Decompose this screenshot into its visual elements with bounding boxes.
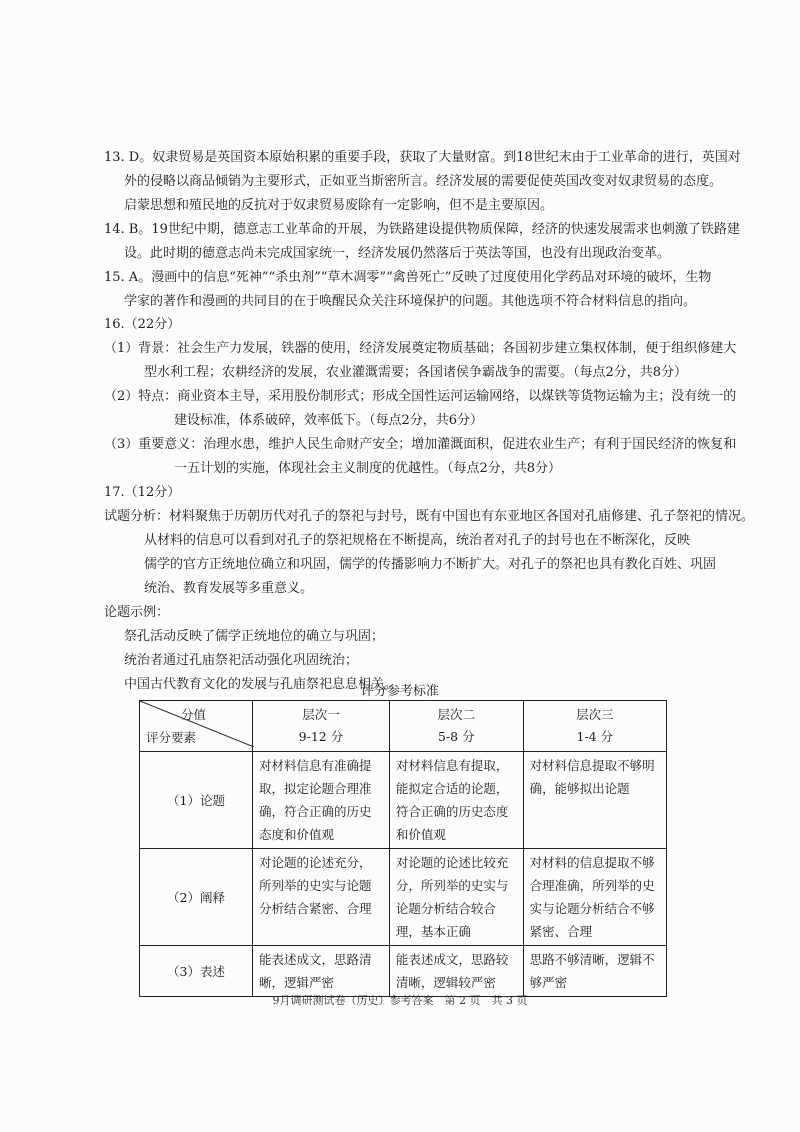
answer-16-title-text: 16.（22分） (104, 317, 181, 332)
answer-16-1 (104, 337, 736, 385)
table-cell: 能表述成文，思路较清晰，逻辑较严密 (389, 946, 523, 997)
answer-17-analysis (104, 505, 754, 601)
answer-16-2-line: （2）特点：商业资本主导，采用股份制形式；形成全国性运河运输网络，以煤铁等货物运输为主；没有统一的 (104, 389, 737, 404)
answer-14-line: 设。此时期的德意志尚未完成国家统一，经济发展仍然落后于英法等国，也没有出现政治变革。 (124, 246, 671, 261)
table-row (140, 946, 667, 997)
answer-13 (104, 146, 741, 218)
example-item: 中国古代教育文化的发展与孔庙祭祀息息相关。 (124, 677, 398, 692)
table-cell: 思路不够清晰，逻辑不够严密 (523, 946, 666, 997)
corner-cell (140, 701, 253, 752)
level-header (389, 701, 523, 752)
answer-15-line: 学家的著作和漫画的共同目的在于唤醒民众关注环境保护的问题。其他选项不符合材料信息的指向。 (124, 294, 697, 309)
level-score: 9-12 分 (298, 729, 344, 744)
answer-16-2-line: 建设标准，体系破碎，效率低下。（每点2分，共6分） (174, 413, 484, 428)
answer-14-line: 14. B。19世纪中期，德意志工业革命的开展，为铁路建设提供物质保障，经济的快速发展需求也刺激了铁路建 (104, 222, 740, 237)
answer-16-1-line: （1）背景：社会生产力发展，铁器的使用，经济发展奠定物质基础；各国初步建立集权体制，便于组织修建大 (104, 341, 737, 356)
answer-13-line: 启蒙思想和殖民地的反抗对于奴隶贸易废除有一定影响，但不是主要原因。 (124, 198, 554, 213)
level-header (253, 701, 390, 752)
level-score: 1-4 分 (576, 729, 614, 744)
answer-15-line: 15. A。漫画中的信息“死神”“杀虫剂”“草木凋零”“禽兽死亡”反映了过度使用化学药品对环境的破坏，生物 (104, 270, 712, 285)
answer-13-line: 外的侵略以商品倾销为主要形式，正如亚当斯密所言。经济发展的需要促使英国改变对奴隶贸易的态度。 (124, 174, 723, 189)
answer-17-analysis-line: 儒学的官方正统地位确立和巩固，儒学的传播影响力不断扩大。对孔子的祭祀也具有教化百姓、巩固 (144, 557, 717, 572)
examples-title: 论题示例： (104, 605, 170, 620)
table-header-row (140, 701, 667, 752)
level-name: 层次一 (302, 707, 340, 722)
page-footer: 9月调研测试卷（历史）参考答案 第 2 页 共 3 页 (272, 994, 528, 1007)
answer-17-analysis-line: 从材料的信息可以看到对孔子的祭祀规格在不断提高，统治者对孔子的封号也在不断深化，反映 (144, 533, 691, 548)
answer-13-line: 13. D。奴隶贸易是英国资本原始积累的重要手段，获取了大量财富。到18世纪末由于工业革命的进行，英国对 (104, 150, 741, 165)
answer-16-title (104, 313, 180, 337)
scoring-table (139, 700, 667, 997)
table-cell: 对材料信息有准确提取，拟定论题合理准确，符合正确的历史态度和价值观 (253, 752, 390, 849)
answer-16-2 (104, 385, 736, 433)
table-cell: 对材料信息有提取，能拟定合适的论题，符合正确的历史态度和价值观 (389, 752, 523, 849)
answer-17-analysis-line: 统治、教育发展等多重意义。 (144, 581, 314, 596)
table-cell: 能表述成文，思路清晰，逻辑严密 (253, 946, 390, 997)
answer-16-3-line: 一五计划的实施，体现社会主义制度的优越性。（每点2分，共8分） (174, 461, 562, 476)
answer-16-3 (104, 433, 736, 481)
table-cell: 对材料信息提取不够明确，能够拟出论题 (523, 752, 666, 849)
table-cell: 对材料的信息提取不够合理准确，所列举的史实与论题分析结合不够紧密、合理 (523, 849, 666, 946)
table-title: 评分参考标准 (360, 684, 439, 699)
answer-16-1-line: 型水利工程；农耕经济的发展，农业灌溉需要；各国诸侯争霸战争的需要。（每点2分，共8分） (144, 365, 688, 380)
row-label: （2）阐释 (140, 849, 253, 946)
table-cell: 对论题的论述比较充分，所列举的史实与论题分析结合较合理，基本正确 (389, 849, 523, 946)
row-label: （3）表述 (140, 946, 253, 997)
table-cell: 对论题的论述充分，所列举的史实与论题分析结合紧密、合理 (253, 849, 390, 946)
level-name: 层次三 (576, 707, 614, 722)
answer-16-3-line: （3）重要意义：治理水患，维护人民生命财产安全；增加灌溉面积，促进农业生产；有利于国民经济的恢复和 (104, 437, 737, 452)
answer-15 (104, 266, 711, 314)
answer-17-title-text: 17.（12分） (104, 485, 181, 500)
example-item: 祭孔活动反映了儒学正统地位的确立与巩固； (124, 629, 385, 644)
example-item: 统治者通过孔庙祭祀活动强化巩固统治； (124, 653, 359, 668)
table-row (140, 752, 667, 849)
row-label: （1）论题 (140, 752, 253, 849)
level-name: 层次二 (437, 707, 476, 722)
level-header (523, 701, 666, 752)
answer-14 (104, 218, 740, 266)
corner-bottom-label: 评分要素 (146, 730, 197, 745)
answer-17-title (104, 481, 180, 505)
table-row (140, 849, 667, 946)
corner-top-label: 分值 (180, 707, 206, 722)
level-score: 5-8 分 (437, 729, 475, 744)
answer-17-analysis-line: 试题分析：材料聚焦于历朝历代对孔子的祭祀与封号，既有中国也有东亚地区各国对孔庙修建、孔子祭祀的情况。 (104, 509, 755, 524)
